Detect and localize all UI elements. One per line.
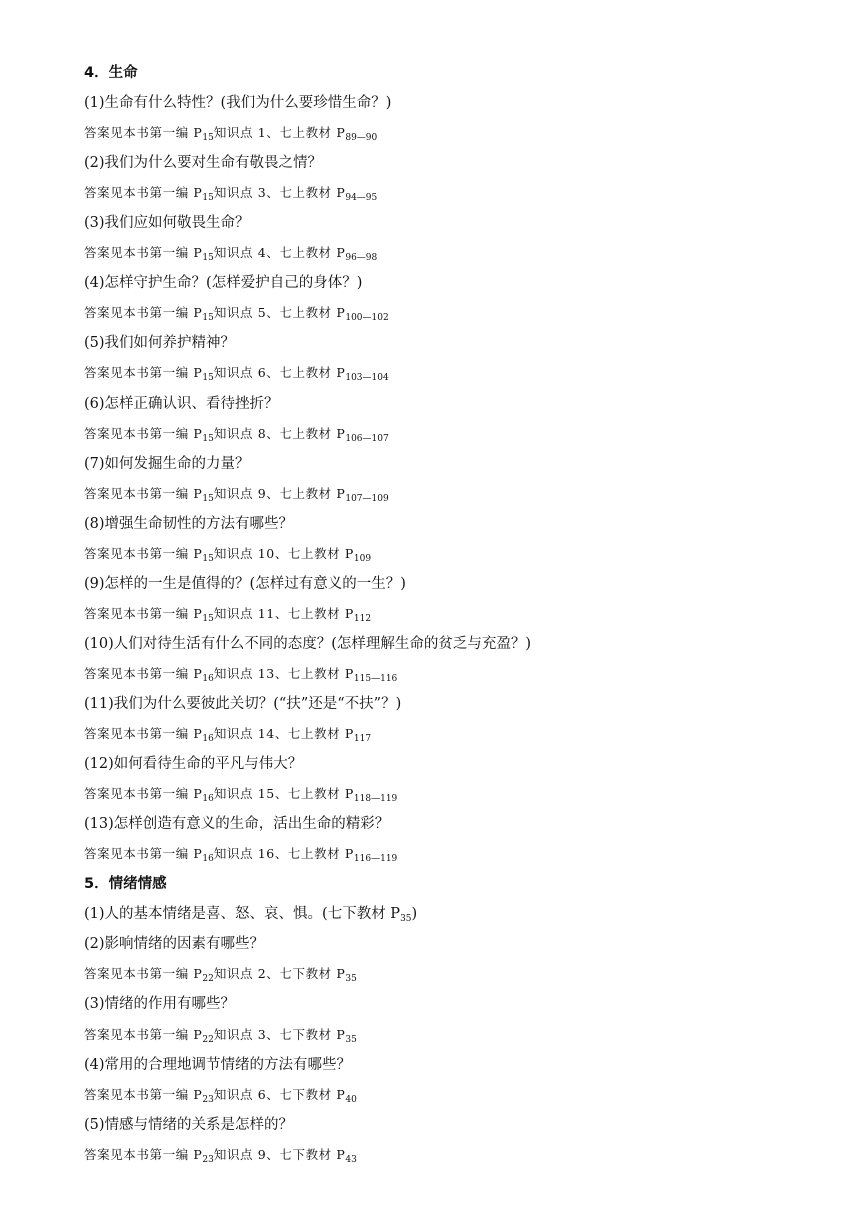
question: (11)我们为什么要彼此关切？(“扶”还是“不扶”？) (84, 695, 402, 712)
answer-reference (84, 238, 824, 268)
question: (6)怎样正确认识、看待挫折？ (84, 395, 279, 412)
question: (5)我们如何养护精神？ (84, 335, 236, 352)
answer-reference (84, 599, 824, 629)
answer-prefix: 答案见本书第一编 P (84, 425, 203, 441)
question: (1)生命有什么特性？(我们为什么要珍惜生命？) (84, 95, 392, 112)
answer-middle: 知识点 5、七上教材 P (213, 305, 346, 321)
answer-reference (84, 839, 824, 869)
textbook-page-subscript: 89—90 (345, 133, 378, 144)
statement-text: (1)人的基本情绪是喜、怒、哀、惧。(七下教材 P (84, 906, 401, 923)
page-subscript: 16 (202, 673, 214, 684)
page-subscript: 15 (202, 613, 214, 624)
page-subscript: 22 (202, 974, 214, 985)
textbook-page-subscript: 35 (345, 1034, 357, 1045)
answer-reference (84, 659, 824, 689)
question: (3)我们应如何敬畏生命？ (84, 215, 250, 232)
page-subscript: 22 (202, 1034, 214, 1045)
textbook-page-subscript: 94—95 (345, 193, 378, 204)
answer-reference (84, 1020, 824, 1050)
answer-prefix: 答案见本书第一编 P (84, 786, 203, 802)
textbook-page-subscript: 35 (400, 914, 412, 925)
answer-reference (84, 779, 824, 809)
answer-middle: 知识点 16、七上教材 P (213, 846, 354, 862)
textbook-page-subscript: 118—119 (353, 794, 398, 805)
page-subscript: 16 (202, 794, 214, 805)
textbook-page-subscript: 117 (353, 734, 372, 745)
answer-prefix: 答案见本书第一编 P (84, 485, 203, 501)
textbook-page-subscript: 109 (353, 553, 372, 564)
answer-prefix: 答案见本书第一编 P (84, 365, 203, 381)
question: (3)情绪的作用有哪些？ (84, 996, 236, 1013)
question: (8)增强生命韧性的方法有哪些？ (84, 515, 294, 532)
textbook-page-subscript: 112 (353, 613, 372, 624)
answer-middle: 知识点 2、七下教材 P (213, 966, 346, 982)
textbook-page-subscript: 106—107 (345, 433, 389, 444)
page-subscript: 15 (202, 193, 214, 204)
answer-prefix: 答案见本书第一编 P (84, 305, 203, 321)
answer-middle: 知识点 13、七上教材 P (213, 665, 354, 681)
answer-middle: 知识点 10、七上教材 P (213, 545, 354, 561)
question: (2)我们为什么要对生命有敬畏之情？ (84, 155, 323, 172)
answer-middle: 知识点 15、七上教材 P (213, 786, 354, 802)
textbook-page-subscript: 96—98 (345, 253, 378, 264)
answer-middle: 知识点 8、七上教材 P (213, 425, 346, 441)
question: (10)人们对待生活有什么不同的态度？(怎样理解生命的贫乏与充盈？) (84, 635, 532, 652)
page-subscript: 15 (202, 253, 214, 264)
textbook-page-subscript: 35 (345, 974, 357, 985)
answer-prefix: 答案见本书第一编 P (84, 245, 203, 261)
page-subscript: 15 (202, 493, 214, 504)
answer-reference (84, 479, 824, 509)
answer-reference (84, 118, 824, 148)
question: (4)常用的合理地调节情绪的方法有哪些？ (84, 1056, 352, 1073)
textbook-page-subscript: 115—116 (353, 673, 398, 684)
page-subscript: 15 (202, 433, 214, 444)
textbook-page-subscript: 103—104 (345, 373, 389, 384)
document-page (84, 58, 824, 1170)
answer-middle: 知识点 14、七上教材 P (213, 726, 354, 742)
answer-prefix: 答案见本书第一编 P (84, 545, 203, 561)
answer-middle: 知识点 9、七上教材 P (213, 485, 346, 501)
answer-prefix: 答案见本书第一编 P (84, 605, 203, 621)
answer-middle: 知识点 11、七上教材 P (213, 605, 354, 621)
page-subscript: 15 (202, 373, 214, 384)
answer-prefix: 答案见本书第一编 P (84, 846, 203, 862)
answer-prefix: 答案见本书第一编 P (84, 966, 203, 982)
answer-reference (84, 959, 824, 989)
answer-middle: 知识点 4、七上教材 P (213, 245, 346, 261)
answer-reference (84, 178, 824, 208)
answer-prefix: 答案见本书第一编 P (84, 1146, 203, 1162)
textbook-page-subscript: 116—119 (353, 854, 398, 865)
question: (5)情感与情绪的关系是怎样的？ (84, 1116, 294, 1133)
answer-reference (84, 419, 824, 449)
answer-prefix: 答案见本书第一编 P (84, 185, 203, 201)
answer-middle: 知识点 3、七下教材 P (213, 1026, 346, 1042)
answer-prefix: 答案见本书第一编 P (84, 125, 203, 141)
question: (9)怎样的一生是值得的？(怎样过有意义的一生？) (84, 575, 406, 592)
question: (13)怎样创造有意义的生命，活出生命的精彩？ (84, 816, 390, 833)
answer-reference (84, 1080, 824, 1110)
answer-prefix: 答案见本书第一编 P (84, 1026, 203, 1042)
textbook-page-subscript: 107—109 (345, 493, 389, 504)
page-subscript: 15 (202, 313, 214, 324)
page-subscript: 16 (202, 734, 214, 745)
answer-middle: 知识点 6、七上教材 P (213, 365, 346, 381)
textbook-page-subscript: 40 (345, 1094, 357, 1105)
answer-middle: 知识点 3、七上教材 P (213, 185, 346, 201)
page-subscript: 15 (202, 553, 214, 564)
page-subscript: 23 (202, 1094, 214, 1105)
answer-prefix: 答案见本书第一编 P (84, 665, 203, 681)
answer-reference (84, 358, 824, 388)
answer-middle: 知识点 1、七上教材 P (213, 125, 346, 141)
answer-reference (84, 1140, 824, 1170)
section-heading: 4．生命 (84, 65, 138, 81)
page-subscript: 16 (202, 854, 214, 865)
answer-reference (84, 298, 824, 328)
textbook-page-subscript: 100—102 (345, 313, 389, 324)
answer-reference (84, 539, 824, 569)
answer-reference (84, 719, 824, 749)
question: (4)怎样守护生命？(怎样爱护自己的身体？) (84, 275, 363, 292)
answer-middle: 知识点 9、七下教材 P (213, 1146, 346, 1162)
question: (7)如何发掘生命的力量？ (84, 455, 250, 472)
statement-close: ) (411, 906, 418, 923)
page-subscript: 23 (202, 1154, 214, 1165)
page-subscript: 15 (202, 133, 214, 144)
section-heading: 5．情绪情感 (84, 876, 167, 893)
answer-prefix: 答案见本书第一编 P (84, 726, 203, 742)
textbook-page-subscript: 43 (345, 1154, 357, 1165)
question: (2)影响情绪的因素有哪些？ (84, 936, 265, 953)
answer-prefix: 答案见本书第一编 P (84, 1086, 203, 1102)
answer-middle: 知识点 6、七下教材 P (213, 1086, 346, 1102)
statement (84, 899, 824, 929)
question: (12)如何看待生命的平凡与伟大？ (84, 756, 303, 773)
